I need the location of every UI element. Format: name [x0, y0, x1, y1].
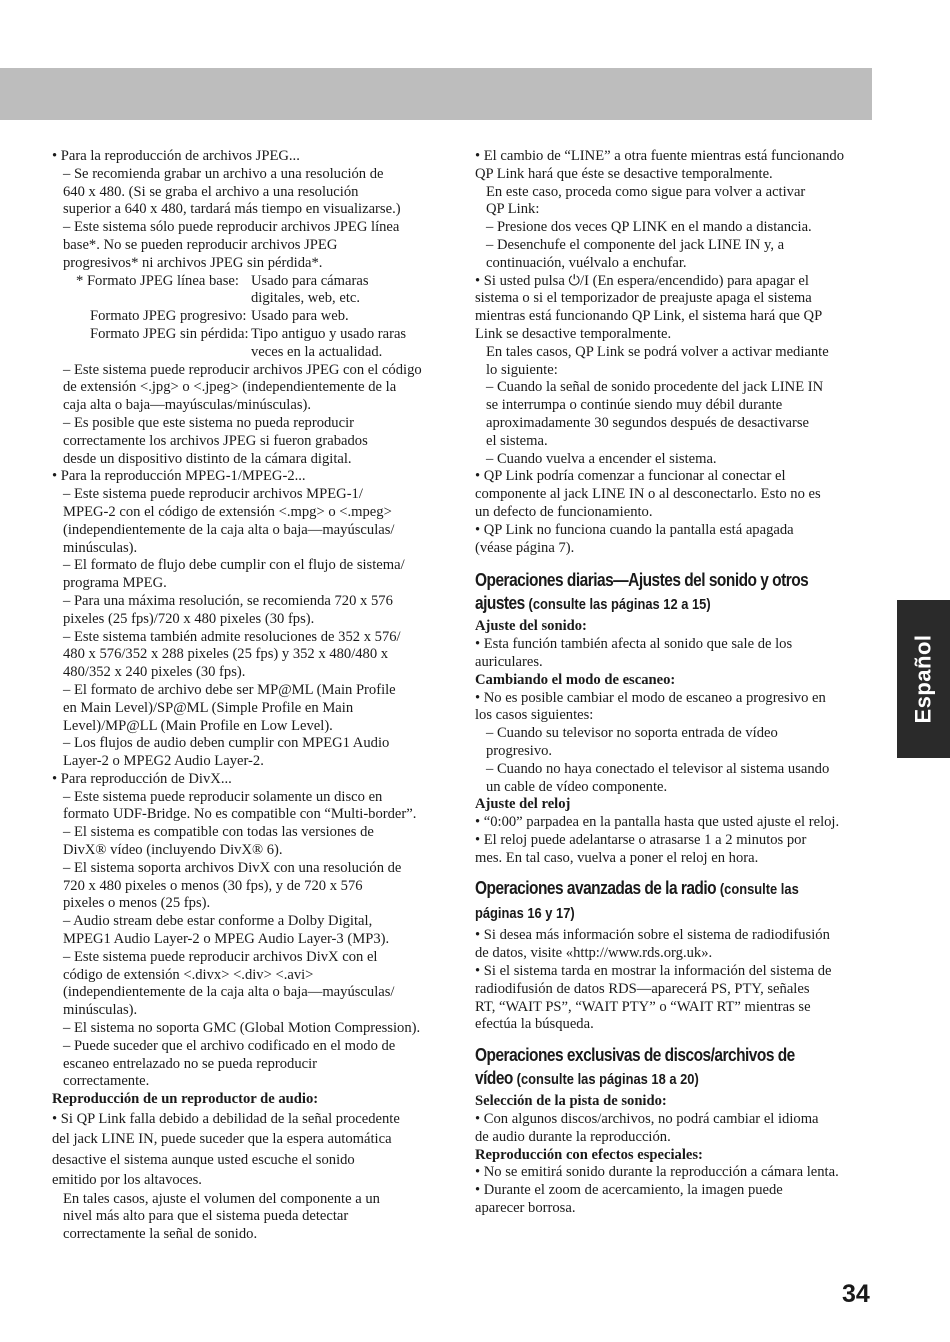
jpeg-intro: • Para la reproducción de archivos JPEG... — [52, 148, 300, 164]
divx-item-1: – Este sistema puede reproducir solamente un disco en formato UDF-Bridge. No es compatible con “Multi-border”. — [63, 788, 417, 823]
section-heading-daily: Operaciones diarias—Ajustes del sonido y otros ajustes (consulte las páginas 12 a 15) — [475, 570, 809, 614]
scan-case-1: – Cuando su televisor no soporta entrada de vídeo progresivo. — [486, 725, 778, 759]
special-effects-item-1: • No se emitirá sonido durante la reproducción a cámara lenta. — [475, 1164, 839, 1181]
mpeg-item-3: – Para una máxima resolución, se recomienda 720 x 576 pixeles (25 fps)/720 x 480 pixeles (30 fps). — [63, 592, 393, 627]
clock-item-1: • “0:00” parpadea en la pantalla hasta que usted ajuste el reloj. — [475, 814, 840, 831]
standby-item: • Si usted pulsa ⏻/I (En espera/encendido) para apagar el sistema o si el temporizador de preajuste apaga el sistema mientras está funcionando QP Link, el sistema hará que QP Link se desactive temporalmente. — [475, 272, 823, 342]
scan-mode-heading: Cambiando el modo de escaneo: — [475, 671, 676, 688]
jpeg-item-3: – Este sistema puede reproducir archivos JPEG con el código de extensión <.jpg> o <.jpeg> (independientemente de la caja alta o baja—mayúsculas/minúsculas). — [63, 361, 422, 414]
line-change-continued: En este caso, proceda como sigue para volver a activar QP Link: — [486, 183, 806, 218]
page-number: 34 — [842, 1280, 870, 1308]
mpeg-item-2: – El formato de flujo debe cumplir con el flujo de sistema/ programa MPEG. — [63, 557, 405, 592]
audio-item-continued: En tales casos, ajuste el volumen del componente a un nivel más alto para que el sistema pueda detectar correctamente la señal de sonido. — [63, 1190, 380, 1243]
sound-adjust-item: • Esta función también afecta al sonido que sale de los auriculares. — [475, 636, 793, 670]
header-band — [0, 68, 872, 120]
scan-case-2: – Cuando no haya conectado el televisor al sistema usando un cable de vídeo componente. — [486, 760, 830, 795]
clock-item-2: • El reloj puede adelantarse o atrasarse 1 a 2 minutos por mes. En tal caso, vuelva a poner el reloj en hora. — [475, 831, 807, 866]
line-step-1: – Presione dos veces QP LINK en el mando a distancia. — [486, 219, 812, 236]
jpeg-item-4: – Es posible que este sistema no pueda reproducir correctamente los archivos JPEG si fueron grabados desde un dispositivo distinto de la cámara digital. — [63, 414, 368, 467]
standby-case-2: – Cuando vuelva a encender el sistema. — [486, 450, 717, 467]
left-column — [52, 148, 452, 1244]
clock-heading: Ajuste del reloj — [475, 796, 571, 813]
divx-item-4: – Audio stream debe estar conforme a Dolby Digital, MPEG1 Audio Layer-2 o MPEG Audio Layer-3 (MP3). — [63, 913, 390, 948]
line-change-item: • El cambio de “LINE” a otra fuente mientras está funcionando QP Link hará que éste se desactive temporalmente. — [475, 148, 844, 182]
section-heading-video: Operaciones exclusivas de discos/archivos de vídeo (consulte las páginas 18 a 20) — [475, 1045, 795, 1089]
standby-continued: En tales casos, QP Link se podrá volver a activar mediante lo siguiente: — [486, 343, 829, 378]
sound-adjust-heading: Ajuste del sonido: — [475, 618, 587, 635]
scan-mode-item: • No es posible cambiar el modo de escaneo a progresivo en los casos siguientes: — [475, 689, 826, 724]
jpeg-item-1: – Se recomienda grabar un archivo a una resolución de 640 x 480. (Si se graba el archivo a una resolución superior a 640 x 480, tardará más tiempo en visualizarse.) — [63, 165, 401, 218]
mpeg-intro: • Para la reproducción MPEG-1/MPEG-2... — [52, 468, 306, 485]
line-step-2: – Desenchufe el componente del jack LINE IN y, a continuación, vuélvalo a enchufar. — [486, 236, 785, 271]
mpeg-item-4: – Este sistema también admite resoluciones de 352 x 576/ 480 x 576/352 x 288 pixeles (25 fps) y 352 x 480/480 x 480/352 x 240 pixeles (30 fps). — [63, 628, 401, 681]
qp-link-item-3: • QP Link no funciona cuando la pantalla está apagada (véase página 7). — [475, 521, 794, 556]
audio-item: • Si QP Link falla debido a debilidad de la señal procedente del jack LINE IN, puede suceder que la espera automática desactive el sistema aunque usted escuche el sonido emitido por los altavoces. — [52, 1111, 400, 1189]
language-tab — [897, 600, 950, 758]
divx-item-3: – El sistema soporta archivos DivX con una resolución de 720 x 480 pixeles o menos (30 fps), y de 720 x 576 pixeles o menos (25 fps). — [63, 859, 402, 912]
jpeg-item-2: – Este sistema sólo puede reproducir archivos JPEG línea base*. No se pueden reproducir archivos JPEG progresivos* ni archivos JPEG sin pérdida*. — [63, 219, 400, 271]
right-column — [475, 148, 873, 1218]
language-tab-label: Español — [910, 634, 936, 724]
special-effects-item-2: • Durante el zoom de acercamiento, la imagen puede aparecer borrosa. — [475, 1182, 783, 1217]
divx-item-7: – Puede suceder que el archivo codificado en el modo de escaneo entrelazado no se pueda reproducir correctamente. — [63, 1037, 396, 1090]
special-effects-heading: Reproducción con efectos especiales: — [475, 1146, 703, 1163]
jpeg-format-footnote: * Formato JPEG línea base: Usado para cámaras digitales, web, etc. Formato JPEG progresivo: Usado para web. Formato JPEG sin pérdida: Tipo antiguo y usado raras veces en la actualidad. — [76, 272, 407, 360]
section-heading-radio: Operaciones avanzadas de la radio (consulte las páginas 16 y 17) — [475, 878, 799, 923]
mpeg-item-1: – Este sistema puede reproducir archivos MPEG-1/ MPEG-2 con el código de extensión <.mpg> o <.mpeg> (independientemente de la caja alta o baja—mayúsculas/ minúsculas). — [63, 486, 395, 556]
divx-item-6: – El sistema no soporta GMC (Global Motion Compression). — [63, 1020, 421, 1037]
standby-case-1: – Cuando la señal de sonido procedente del jack LINE IN se interrumpa o continúe siendo muy débil durante aproximadamente 30 segundos después de desactivarse el sistema. — [486, 379, 824, 449]
divx-item-5: – Este sistema puede reproducir archivos DivX con el código de extensión <.divx> <.div> <.avi> (independientemente de la caja alta o baja—mayúsculas/ minúsculas). — [63, 948, 395, 1019]
rds-item-2: • Si el sistema tarda en mostrar la información del sistema de radiodifusión de datos RDS—aparecerá PS, PTY, señales RT, “WAIT PS”, “WAIT PTY” o “WAIT RT” mientras se efectúa la búsqueda. — [475, 963, 832, 1033]
rds-item-1: • Si desea más información sobre el sistema de radiodifusión de datos, visite «http://www.rds.org.uk». — [475, 927, 830, 962]
qp-link-item-2: • QP Link podría comenzar a funcionar al conectar el componente al jack LINE IN o al desconectarlo. Esto no es un defecto de funcionamiento. — [475, 468, 821, 520]
track-select-heading: Selección de la pista de sonido: — [475, 1093, 667, 1110]
audio-player-heading: Reproducción de un reproductor de audio: — [52, 1091, 319, 1108]
mpeg-item-6: – Los flujos de audio deben cumplir con MPEG1 Audio Layer-2 o MPEG2 Audio Layer-2. — [63, 735, 390, 770]
divx-item-2: – El sistema es compatible con todas las versiones de DivX® vídeo (incluyendo DivX® 6). — [63, 824, 374, 859]
track-select-item: • Con algunos discos/archivos, no podrá cambiar el idioma de audio durante la reproducción. — [475, 1111, 819, 1145]
divx-intro: • Para reproducción de DivX... — [52, 770, 232, 787]
mpeg-item-5: – El formato de archivo debe ser MP@ML (Main Profile en Main Level)/SP@ML (Simple Profile en Main Level)/MP@LL (Main Profile en Low Level). — [63, 681, 396, 734]
